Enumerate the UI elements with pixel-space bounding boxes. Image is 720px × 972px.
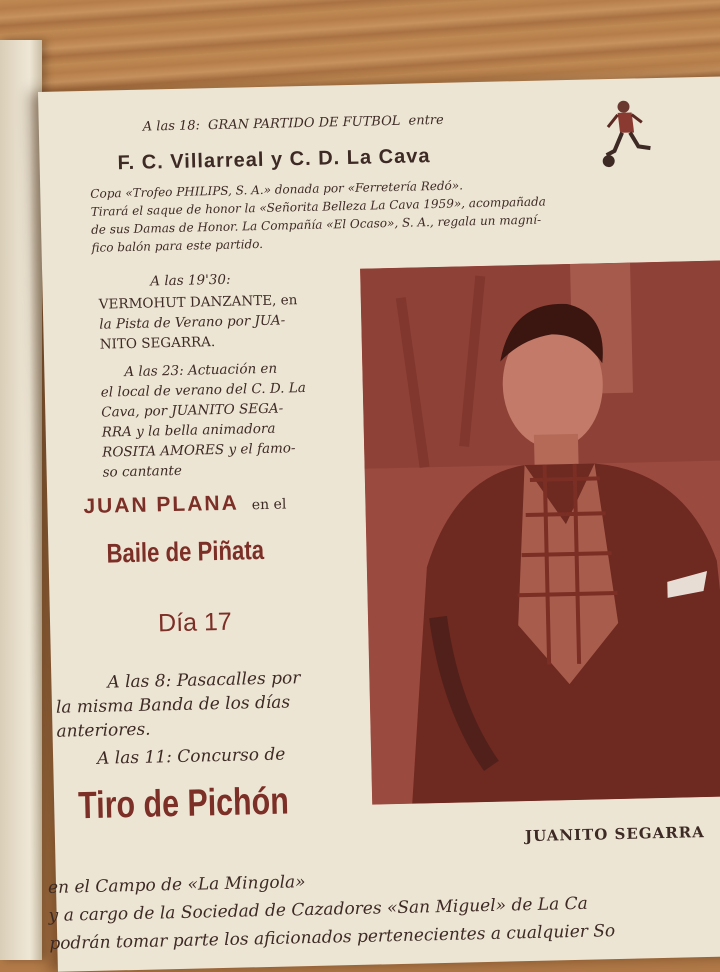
program-line: la Pista de Verano por JUA-	[99, 312, 286, 333]
event-suffix: entre	[408, 112, 444, 129]
day-heading: Día 17	[157, 607, 233, 638]
program-line: VERMOHUT DANZANTE, en	[98, 292, 298, 313]
program-line: A las 11: Concurso de	[96, 744, 286, 769]
program-line: ROSITA AMORES y el famo-	[102, 440, 296, 461]
singer-line	[83, 490, 286, 519]
footer-line-3: podrán tomar parte los aficionados pertenecientes a cualquier So	[49, 921, 616, 954]
program-line: Cava, por JUANITO SEGA-	[101, 400, 284, 421]
program-page	[38, 76, 720, 972]
footer-line-1: en el Campo de «La Mingola»	[47, 872, 306, 898]
singer-photo	[360, 260, 720, 805]
dance-title: Baile de Piñata	[106, 534, 265, 569]
program-line: RRA y la bella animadora	[101, 420, 276, 441]
honor-line-2: de sus Damas de Honor. La Compañía «El Ocaso», S. A., regala un magní-	[90, 212, 542, 237]
event-title: GRAN PARTIDO DE FUTBOL	[207, 113, 401, 134]
photo-caption: JUANITO SEGARRA	[524, 823, 705, 846]
program-line: A las 8: Pasacalles por	[107, 668, 301, 693]
singer-suffix: en el	[251, 496, 287, 514]
time-label: A las 18:	[142, 118, 201, 135]
program-line: NITO SEGARRA.	[99, 334, 216, 353]
honor-line-3: fico balón para este partido.	[91, 236, 264, 255]
honor-line-1: Tirará el saque de honor la «Señorita Belleza La Cava 1959», acompañada	[90, 194, 547, 219]
program-line: so cantante	[102, 462, 183, 481]
program-line: la misma Banda de los días	[55, 692, 291, 718]
page-edge	[0, 40, 42, 960]
teams-title: F. C. Villarreal y C. D. La Cava	[117, 145, 431, 175]
header-line	[143, 113, 444, 135]
contest-title: Tiro de Pichón	[77, 780, 290, 828]
program-line: el local de verano del C. D. La	[100, 380, 306, 401]
singer-name: JUAN PLANA	[83, 491, 239, 519]
program-line: A las 23: Actuación en	[124, 360, 278, 381]
program-line: anteriores.	[56, 719, 151, 742]
cup-line: Copa «Trofeo PHILIPS, S. A.» donada por «Ferretería Redó».	[90, 178, 464, 201]
footer-line-2: y a cargo de la Sociedad de Cazadores «San Miguel» de La Ca	[48, 893, 589, 926]
football-player-icon	[593, 98, 665, 170]
time-1930: A las 19'30:	[150, 271, 231, 290]
